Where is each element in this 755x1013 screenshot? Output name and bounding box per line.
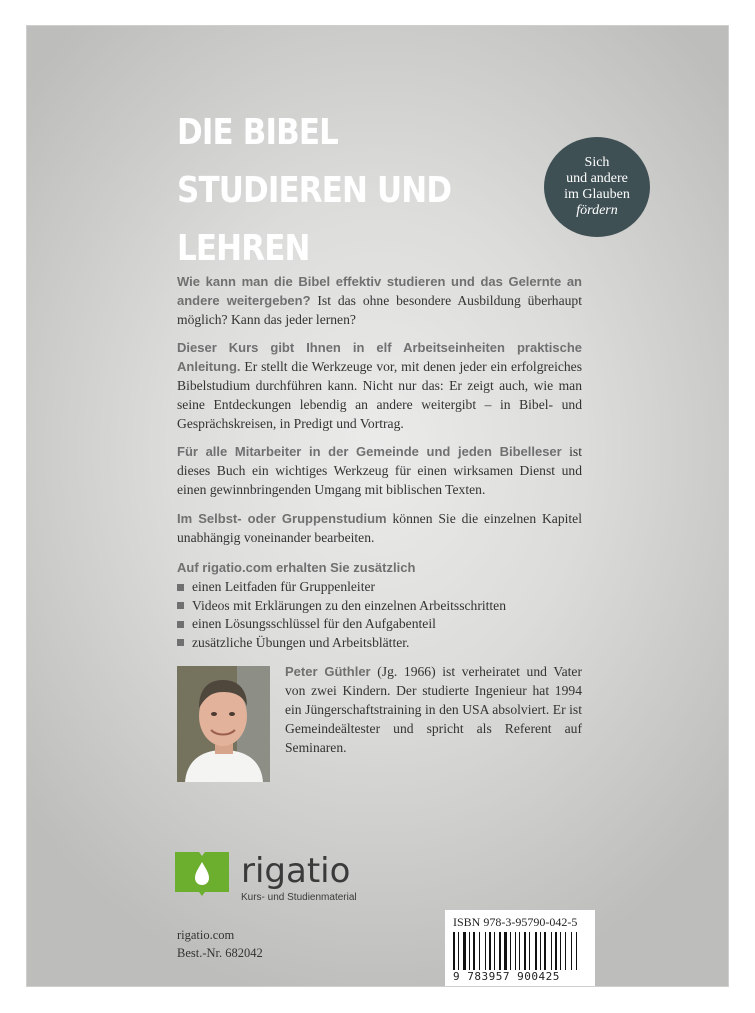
tagline-badge bbox=[544, 137, 650, 237]
logo-subtitle: Kurs- und Studienmaterial bbox=[241, 892, 357, 903]
author-portrait-icon bbox=[177, 666, 270, 782]
author-bio bbox=[285, 662, 582, 757]
barcode-bar bbox=[529, 932, 530, 970]
barcode-bar bbox=[469, 932, 470, 970]
author-photo bbox=[177, 666, 270, 782]
barcode-bar bbox=[540, 932, 541, 970]
isbn-barcode bbox=[445, 910, 595, 986]
order-number: Best.-Nr. 682042 bbox=[177, 946, 263, 960]
list-item bbox=[177, 615, 506, 634]
list-item-text: zusätzliche Übungen und Arbeitsblätter. bbox=[192, 634, 410, 650]
extras-heading: Auf rigatio.com erhalten Sie zusätzlich bbox=[177, 560, 416, 575]
barcode-bar bbox=[560, 932, 561, 970]
badge-line: fördern bbox=[576, 203, 618, 218]
badge-line: im Glauben bbox=[564, 187, 630, 202]
barcode-icon bbox=[453, 932, 587, 970]
course-paragraph bbox=[177, 338, 582, 433]
barcode-bar bbox=[479, 932, 480, 970]
paragraph-text: ist dieses Buch ein wichtiges Werkzeug für einen wirksamen Dienst und einen gewinnbringenden Umgang mit biblischen Texten. bbox=[177, 444, 582, 497]
paragraph-text: können Sie die einzelnen Kapitel unabhängig voneinander bearbeiten. bbox=[177, 511, 582, 545]
barcode-bar bbox=[565, 932, 566, 970]
publisher-info bbox=[177, 926, 263, 962]
paragraph-lead: Für alle Mitarbeiter in der Gemeinde und jeden Bibelleser bbox=[177, 444, 562, 459]
list-item-text: einen Lösungsschlüssel für den Aufgabenteil bbox=[192, 616, 436, 631]
barcode-bar bbox=[510, 932, 511, 970]
badge-line: Sich bbox=[584, 155, 610, 170]
barcode-bar bbox=[519, 932, 520, 970]
barcode-bar bbox=[576, 932, 577, 970]
author-name: Peter Güthler bbox=[285, 664, 371, 679]
book-title bbox=[177, 104, 451, 278]
logo-name: rigatio bbox=[241, 851, 351, 891]
square-bullet-icon bbox=[177, 639, 184, 646]
book-back-cover bbox=[26, 25, 729, 987]
badge-line: und andere bbox=[566, 171, 628, 186]
barcode-bar bbox=[524, 932, 526, 970]
title-line: STUDIEREN UND bbox=[177, 170, 452, 211]
barcode-bar bbox=[555, 932, 557, 970]
barcode-bar bbox=[551, 932, 552, 970]
study-paragraph bbox=[177, 509, 582, 547]
extras-list bbox=[177, 578, 506, 652]
barcode-bar bbox=[544, 932, 546, 970]
ean-number: 9 783957 900425 bbox=[453, 970, 560, 983]
barcode-bar bbox=[515, 932, 516, 970]
paragraph-lead: Wie kann man die Bibel effektiv studieren und das Gelernte an andere weitergeben? bbox=[177, 274, 582, 308]
barcode-bar bbox=[489, 932, 491, 970]
barcode-bar bbox=[473, 932, 475, 970]
isbn-text: ISBN 978-3-95790-042-5 bbox=[453, 915, 578, 929]
paragraph-text: Ist das ohne besondere Ausbildung überhaupt möglich? Kann das jeder lernen? bbox=[177, 293, 582, 327]
barcode-bar bbox=[494, 932, 495, 970]
author-bio-text: (Jg. 1966) ist verheiratet und Vater von zwei Kindern. Der studierte Ingenieur hat 1994 ein Jüngerschaftstraining in den USA absolviert. Er ist Gemeindeältester und spricht als Referent auf Seminaren. bbox=[285, 664, 582, 755]
barcode-bar bbox=[463, 932, 466, 970]
square-bullet-icon bbox=[177, 621, 184, 628]
rigatio-logo bbox=[175, 852, 357, 903]
list-item-text: Videos mit Erklärungen zu den einzelnen Arbeitsschritten bbox=[192, 597, 507, 613]
list-item bbox=[177, 578, 506, 597]
list-item bbox=[177, 634, 506, 653]
barcode-bar bbox=[499, 932, 501, 970]
square-bullet-icon bbox=[177, 602, 184, 609]
barcode-bar bbox=[485, 932, 486, 970]
book-drop-icon bbox=[175, 852, 229, 896]
title-line: LEHREN bbox=[177, 228, 310, 269]
barcode-bar bbox=[458, 932, 459, 970]
intro-paragraph bbox=[177, 272, 582, 329]
title-line: DIE BIBEL bbox=[177, 112, 339, 153]
barcode-bar bbox=[504, 932, 507, 970]
barcode-bar bbox=[571, 932, 572, 970]
square-bullet-icon bbox=[177, 584, 184, 591]
audience-paragraph bbox=[177, 442, 582, 499]
website-text: rigatio.com bbox=[177, 928, 235, 942]
paragraph-lead: Im Selbst- oder Gruppenstudium bbox=[177, 511, 387, 526]
paragraph-lead: Dieser Kurs gibt Ihnen in elf Arbeitseinheiten praktische Anleitung. bbox=[177, 340, 582, 374]
barcode-bar bbox=[535, 932, 537, 970]
paragraph-text: Er stellt die Werkzeuge vor, mit denen jeder ein erfolgreiches Bibelstudium durchführen kann. Nicht nur das: Er zeigt auch, wie man seine Entdeckungen lebendig an andere weitergibt – in Bibel- und Gesprächskreisen, in Predigt und Vortrag. bbox=[177, 359, 582, 431]
list-item bbox=[177, 597, 506, 616]
barcode-bar bbox=[453, 932, 455, 970]
list-item-text: einen Leitfaden für Gruppenleiter bbox=[192, 579, 376, 594]
